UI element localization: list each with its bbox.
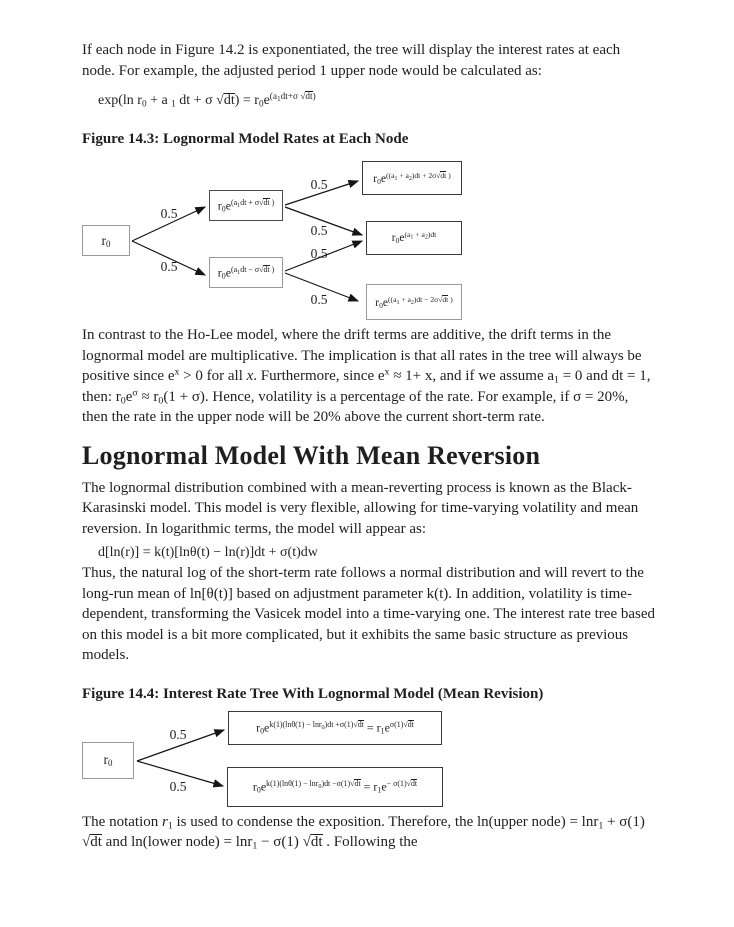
formula-black-karasinski (98, 543, 656, 563)
probability-label: 0.5 (310, 223, 328, 239)
text-segment: 1 (554, 374, 559, 386)
probability-label: 0.5 (169, 726, 187, 742)
paragraph-section-intro: The lognormal distribution combined with a mean-reverting process is known as the Black-Karasinski model. This model is very flexible, allowing for time-varying volatility and mean reversion. In logarithmic terms, the model will appear as: (82, 479, 639, 537)
text-segment: ) (269, 264, 275, 274)
text-segment: e (399, 232, 405, 245)
text-segment: √dt (300, 91, 313, 101)
text-segment: e (260, 779, 267, 794)
node-formula (373, 171, 450, 185)
text-segment: 0 (260, 726, 265, 736)
text-segment: e (225, 198, 232, 213)
text-segment: √dt (353, 719, 364, 729)
text-segment: e (125, 388, 133, 405)
probability-label: 0.5 (169, 778, 187, 794)
node-formula (256, 720, 414, 735)
text-segment: 0 (377, 177, 381, 187)
node-formula (253, 779, 417, 794)
text-segment: (a (231, 197, 238, 207)
text-segment: − σ(1) (257, 834, 303, 851)
text-segment: √dt (82, 834, 102, 851)
node-r0 (82, 225, 130, 256)
text-segment: − σ(1) (386, 778, 407, 788)
text-segment: √dt (436, 170, 447, 180)
node-period1-upper (209, 190, 283, 221)
radicand: dt (410, 778, 418, 788)
text-segment: σ (132, 387, 138, 399)
text-segment: x (246, 368, 254, 385)
probability-label: 0.5 (160, 259, 178, 275)
text-segment: √dt (302, 834, 323, 851)
text-segment: x (174, 366, 180, 378)
text-segment: . Following the (322, 834, 418, 851)
figure-14-3-caption: Figure 14.3: Lognormal Model Rates at Each Node (82, 131, 409, 148)
text-segment: r (217, 265, 222, 280)
text-segment: √dt (403, 719, 414, 729)
text-segment: r (103, 752, 109, 768)
text-segment: ) (312, 91, 316, 101)
text-segment: 1 (167, 820, 173, 832)
text-segment: x (384, 366, 390, 378)
text-segment: e (225, 265, 232, 280)
text-segment: r (375, 297, 380, 310)
text-segment: ((a (388, 294, 397, 304)
text-segment: 1 (252, 840, 258, 852)
text-segment: e (380, 173, 387, 186)
text-segment: dt + σ (175, 93, 217, 109)
node-formula (102, 233, 111, 249)
text-segment: The notation (82, 813, 162, 830)
text-segment: √dt (438, 294, 449, 304)
text-segment: √dt (350, 778, 361, 788)
node-formula (391, 229, 437, 245)
text-segment: )dt − 2σ (413, 294, 439, 304)
radicand: dt (310, 834, 323, 851)
node-period2-upper (362, 161, 462, 195)
text-segment: e (384, 720, 390, 735)
text-segment: ≈ r (137, 388, 159, 405)
probability-label: 0.5 (310, 246, 328, 262)
text-segment: e (264, 720, 270, 735)
formula-exponentiation (98, 91, 656, 111)
text-segment: . Furthermore, since e (253, 368, 385, 385)
text-segment: k(1)(lnθ(1) − lnr (269, 719, 322, 729)
text-segment: r (391, 232, 396, 245)
text-segment: 0 (106, 238, 111, 249)
node-r0 (82, 742, 134, 779)
text-segment: √dt (259, 264, 270, 274)
node-formula (218, 265, 275, 280)
text-segment: ) (448, 294, 453, 304)
radicand: dt (442, 294, 449, 304)
text-segment: σ(1) (389, 719, 404, 729)
radicand: dt (305, 91, 313, 101)
text-segment: 0 (321, 723, 325, 731)
text-segment: )dt +σ(1) (324, 719, 354, 729)
text-segment: ) (269, 197, 275, 207)
text-segment: (a (231, 264, 238, 274)
text-segment: 0 (120, 395, 126, 407)
radicand: dt (90, 834, 102, 851)
text-segment: 1 (171, 98, 176, 109)
node-lower (227, 767, 443, 807)
text-segment: ((a (386, 170, 395, 180)
node-formula (375, 295, 452, 309)
text-segment: 1 (598, 820, 604, 832)
text-segment: 2 (410, 299, 414, 306)
text-segment: is used to condense the exposition. Therefore, the ln(upper node) = lnr (172, 813, 599, 830)
text-segment: 1 (394, 175, 398, 182)
text-segment: 0 (379, 301, 383, 311)
radicand: dt (407, 719, 414, 729)
text-segment: 1 (276, 95, 281, 104)
text-segment: and ln(lower node) = lnr (101, 834, 253, 851)
text-segment: )dt (427, 229, 437, 239)
text-segment: e (381, 779, 387, 794)
text-segment: (a (404, 229, 411, 239)
text-segment: = r (363, 720, 381, 735)
figure-14-4-tree (82, 706, 467, 812)
text-segment: + a (146, 93, 172, 109)
node-upper (228, 711, 442, 745)
text-segment: dt+σ (280, 91, 301, 101)
text-segment: e (263, 93, 270, 109)
text-segment: r (161, 813, 168, 830)
text-segment: 0 (258, 98, 264, 109)
text-segment: 0 (108, 758, 113, 769)
text-segment: r (373, 173, 378, 186)
node-period1-lower (209, 257, 283, 288)
node-formula (218, 198, 275, 213)
text-segment: r (217, 198, 222, 213)
text-segment: 0 (158, 395, 164, 407)
text-segment: 1 (237, 201, 241, 209)
text-segment: )dt −σ(1) (321, 778, 351, 788)
text-segment: √dt (259, 197, 270, 207)
text-segment: > 0 for all (179, 368, 247, 385)
text-segment: ≈ 1+ x, and if we assume a (389, 368, 555, 385)
figure-14-3-tree (82, 155, 472, 325)
radicand: dt (440, 170, 447, 180)
text-segment: dt − σ (240, 264, 260, 274)
text-segment: 1 (396, 299, 400, 306)
figure-14-4-caption: Figure 14.4: Interest Rate Tree With Lognormal Model (Mean Revision) (82, 685, 544, 702)
text-segment: (1 + σ). Hence, volatility is a percentage of the rate. For example, if σ = 20%, then the rate in the upper node will be 20% above the current short-term rate. (82, 388, 629, 426)
radicand: dt (357, 719, 364, 729)
paragraph-intro: If each node in Figure 14.2 is exponentiated, the tree will display the interest rates at each node. For example, the adjusted period 1 upper node would be calculated as: (82, 42, 621, 79)
section-heading: Lognormal Model With Mean Reversion (82, 440, 541, 470)
probability-label: 0.5 (310, 292, 328, 308)
paragraph-closing (82, 812, 656, 853)
text-segment: = r (360, 779, 378, 794)
text-segment: √dt (216, 93, 235, 109)
text-segment: r (256, 720, 261, 735)
text-segment: 2 (408, 175, 412, 182)
radicand: dt (263, 197, 270, 207)
text-segment: k(1)(lnθ(1) − lnr (266, 778, 319, 788)
text-segment: 0 (395, 235, 400, 245)
text-segment: 1 (410, 234, 414, 241)
radicand: dt (354, 778, 361, 788)
text-segment: exp(ln r (98, 93, 142, 109)
text-segment: (a (269, 91, 277, 101)
text-segment: r (101, 232, 107, 248)
text-segment: 0 (318, 782, 322, 790)
text-segment: e (382, 297, 389, 310)
node-formula (104, 752, 113, 768)
paragraph-section-body: Thus, the natural log of the short-term rate follows a normal distribution and will revert to the long-run mean of ln[θ(t)] based on adjustment parameter k(t). In addition, volatility is time-dependent, transforming the Vasicek model into a time-varying one. The interest rate tree based on this model is a bit more complicated, but it exhibits the same basic structure as previous models. (82, 565, 656, 664)
text-segment: 1 (237, 268, 241, 276)
radicand: dt (223, 93, 235, 109)
text-segment: r (252, 779, 257, 794)
text-segment: √dt (406, 778, 418, 788)
text-segment: 1 (377, 785, 382, 795)
text-segment: + a (413, 229, 425, 239)
paragraph-contrast (82, 325, 656, 428)
text-segment: In contrast to the Ho-Lee model, where the drift terms are additive, the drift terms in the lognormal model are multiplicative. The implication is that all rates in the tree will always be positive since e (82, 327, 642, 385)
text-segment: 2 (424, 234, 428, 241)
text-segment: + a (397, 170, 409, 180)
text-segment: 0 (221, 271, 226, 281)
text-segment: ) = r (234, 93, 259, 109)
text-segment: + σ(1) (603, 813, 645, 830)
text-segment: 1 (380, 726, 385, 736)
probability-label: 0.5 (160, 206, 178, 222)
text-segment: 0 (256, 785, 261, 795)
text-segment: )dt + 2σ (411, 170, 437, 180)
text-segment: ) (446, 170, 451, 180)
node-period2-lower (366, 284, 462, 320)
radicand: dt (263, 264, 270, 274)
text-segment: = 0 and dt = 1, then: r (82, 368, 651, 405)
text-segment: d[ln(r)] = k(t)[lnθ(t) − ln(r)]dt + σ(t)dw (98, 545, 318, 561)
text-segment: 0 (221, 204, 226, 214)
node-period2-middle (366, 221, 462, 255)
probability-label: 0.5 (310, 177, 328, 193)
text-segment: + a (399, 294, 411, 304)
text-segment: dt + σ (240, 197, 260, 207)
text-segment: 0 (141, 98, 147, 109)
